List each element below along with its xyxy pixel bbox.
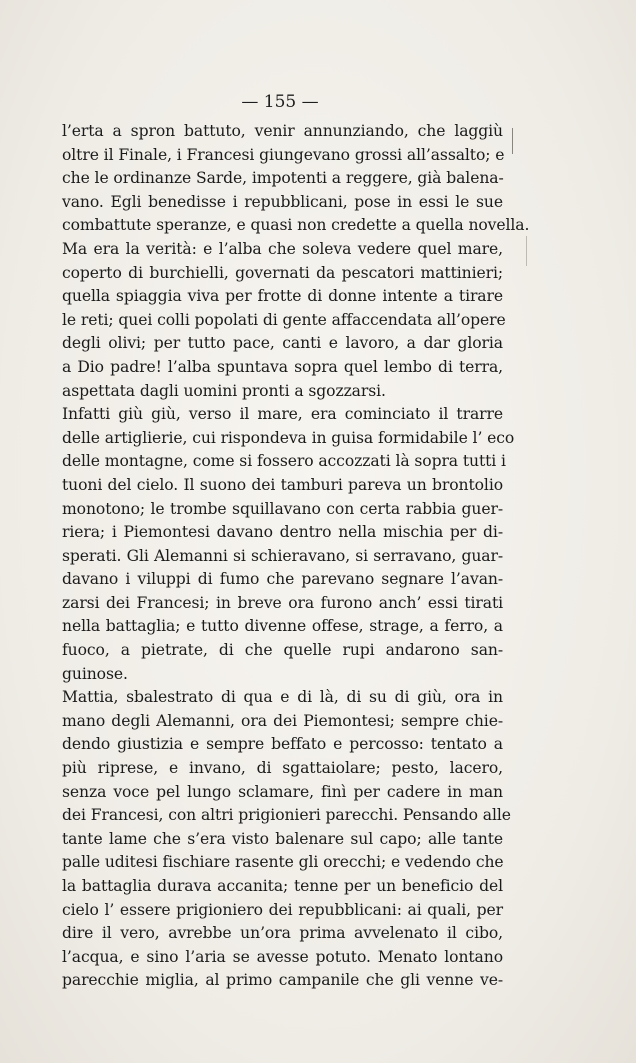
text-line: nella battaglia; e tutto divenne offese, strage, a ferro, a <box>62 617 503 636</box>
text-line: la battaglia durava accanita; tenne per un beneficio del <box>62 877 503 895</box>
text-line: combattute speranze, e quasi non credette a quella novella. <box>62 216 530 235</box>
text-line: dire il vero, avrebbe un’ora prima avvelenato il cibo, <box>62 924 503 943</box>
text-line: quella spiaggia viva per frotte di donne intente a tirare <box>62 287 503 306</box>
text-line: mano degli Alemanni, ora dei Piemontesi; sempre chie- <box>62 711 503 730</box>
text-line: vano. Egli benedisse i repubblicani, pose in essi le sue <box>62 192 503 211</box>
text-line: Ma era la verità: e l’alba che soleva vedere quel mare, <box>62 239 503 258</box>
text-line: senza voce pel lungo sclamare, finì per cadere in man <box>62 782 503 801</box>
body-text <box>62 120 530 993</box>
text-line: dei Francesi, con altri prigionieri parecchi. Pensando alle <box>62 806 511 825</box>
text-line: delle montagne, come si fossero accozzati là sopra tutti i <box>62 452 506 471</box>
text-line: le reti; quei colli popolati di gente affaccendata all’opere <box>62 310 506 329</box>
text-line: zarsi dei Francesi; in breve ora furono anch’ essi tirati <box>62 593 503 612</box>
text-line: più riprese, e invano, di sgattaiolare; pesto, lacero, <box>62 759 503 778</box>
page-number: — 155 — <box>241 92 319 112</box>
text-line: dendo giustizia e sempre beffato e percosso: tentato a <box>62 735 503 754</box>
text-line: fuoco, a pietrate, di che quelle rupi andarono san- <box>62 641 503 660</box>
text-line: coperto di burchielli, governati da pescatori mattinieri; <box>62 263 503 282</box>
text-line: l’acqua, e sino l’aria se avesse potuto. Menato lontano <box>62 947 503 966</box>
text-line: aspettata dagli uomini pronti a sgozzarsi. <box>62 381 386 400</box>
text-line: che le ordinanze Sarde, impotenti a reggere, già balena- <box>62 169 504 188</box>
text-line: riera; i Piemontesi davano dentro nella mischia per di- <box>62 523 503 542</box>
text-line: a Dio padre! l’alba spuntava sopra quel lembo di terra, <box>62 357 503 376</box>
text-line: sperati. Gli Alemanni si schieravano, si serravano, guar- <box>62 546 503 565</box>
margin-mark <box>526 236 527 266</box>
text-line: monotono; le trombe squillavano con certa rabbia guer- <box>62 499 503 518</box>
text-line: davano i viluppi di fumo che parevano segnare l’avan- <box>62 570 503 589</box>
text-line: tante lame che s’era visto balenare sul capo; alle tante <box>62 829 503 848</box>
text-line: cielo l’ essere prigioniero dei repubblicani: ai quali, per <box>62 900 503 919</box>
text-line: oltre il Finale, i Francesi giungevano grossi all’assalto; e <box>62 145 505 164</box>
text-line: guinose. <box>62 664 128 683</box>
text-line: palle uditesi fischiare rasente gli orecchi; e vedendo che <box>62 853 504 872</box>
text-line: degli olivi; per tutto pace, canti e lavoro, a dar gloria <box>62 334 503 353</box>
text-line: tuoni del cielo. Il suono dei tamburi pareva un brontolio <box>62 475 503 494</box>
text-line: delle artiglierie, cui rispondeva in guisa formidabile l’ eco <box>62 428 515 447</box>
text-line: parecchie miglia, al primo campanile che gli venne ve- <box>62 971 503 990</box>
text-line: Infatti giù giù, verso il mare, era cominciato il trarre <box>62 405 503 424</box>
margin-mark <box>512 128 513 154</box>
text-line: l’erta a spron battuto, venir annunziando, che laggiù <box>62 122 503 140</box>
text-line: Mattia, sbalestrato di qua e di là, di su di giù, ora in <box>62 688 503 707</box>
